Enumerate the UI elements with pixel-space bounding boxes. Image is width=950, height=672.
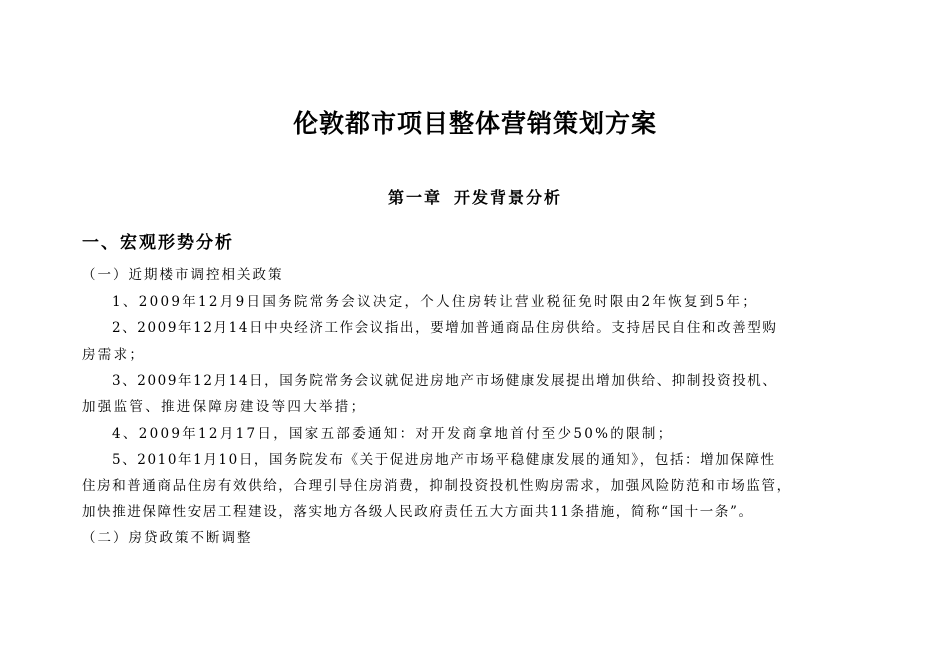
paragraph-line: 2、2009年12月14日中央经济工作会议指出，要增加普通商品住房供给。支持居民自住和改善型购 (112, 320, 778, 336)
section-heading: 一、宏观形势分析 (82, 233, 234, 253)
paragraph-line: 加快推进保障性安居工程建设，落实地方各级人民政府责任五大方面共11条措施，简称“国十一条”。 (82, 504, 754, 520)
paragraph-line: 5、2010年1月10日，国务院发布《关于促进房地产市场平稳健康发展的通知》，包括：增加保障性 (112, 452, 776, 468)
paragraph-line: 3、2009年12月14日，国务院常务会议就促进房地产市场健康发展提出增加供给、抑制投资投机、 (112, 373, 778, 389)
subsection-heading: （一）近期楼市调控相关政策 (82, 267, 284, 283)
paragraph-line: 1、2009年12月9日国务院常务会议决定，个人住房转让营业税征免时限由2年恢复到5年； (112, 294, 759, 310)
chapter-heading (0, 186, 950, 210)
paragraph-line: 房需求； (82, 347, 146, 363)
paragraph-line: 加强监管、推进保障房建设等四大举措； (82, 399, 367, 415)
paragraph-line: 4、2009年12月17日，国家五部委通知：对开发商拿地首付至少50%的限制； (112, 426, 674, 442)
chapter-number: 第一章 (387, 188, 442, 207)
paragraph-line: 住房和普通商品住房有效供给，合理引导住房消费，抑制投资投机性购房需求，加强风险防范和市场监管， (82, 478, 792, 494)
subsection-heading: （二）房贷政策不断调整 (82, 530, 253, 546)
chapter-name: 开发背景分析 (454, 188, 563, 207)
document-title: 伦敦都市项目整体营销策划方案 (292, 109, 657, 138)
